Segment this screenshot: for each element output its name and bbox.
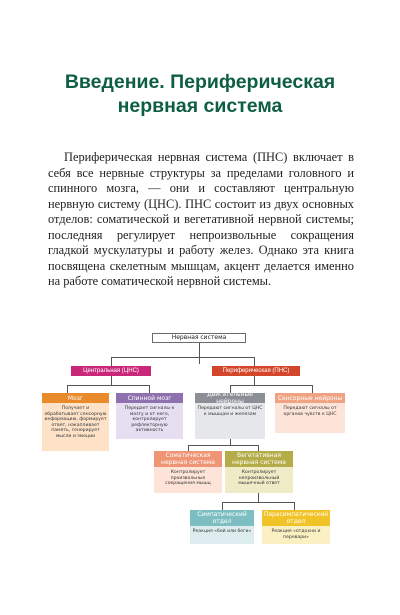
parasympathetic-text: Реакция «отдохни и перевари» (271, 529, 321, 540)
brain-text: Получает и обрабатывает сенсорную информацию, формирует ответ, накапливает память, генерирует мысли и эмоции (44, 406, 107, 439)
connector (67, 385, 68, 393)
autonomic-text: Контролирует непроизвольный мышечный ответ (238, 470, 280, 487)
somatic-card (154, 451, 222, 493)
connector (254, 376, 255, 385)
connector (111, 357, 112, 366)
pns-node: Периферическая (ПНС) (212, 366, 300, 376)
somatic-title: Соматическая нервная система (154, 451, 222, 467)
parasympathetic-card (262, 510, 330, 544)
spinal-cord-text: Передает сигналы к мозгу и от него, контролирует рефлекторную активность (124, 406, 175, 434)
page-title-line-1: Введение. Периферическая (64, 71, 336, 93)
motor-neurons-card (195, 393, 265, 439)
connector (199, 343, 200, 364)
sympathetic-text: Реакция «бей или беги» (192, 529, 252, 534)
connector (312, 385, 313, 393)
body-text (48, 150, 354, 290)
page-title (0, 70, 400, 118)
spinal-cord-title: Спинной мозг (116, 393, 183, 403)
cns-node: Центральная (ЦНС) (71, 366, 151, 376)
brain-card (42, 393, 109, 451)
motor-neurons-text: Передают сигналы от ЦНС к мышцам и железам (197, 406, 263, 417)
nervous-system-node: Нервная система (152, 333, 246, 343)
sensory-neurons-text: Передают сигналы от органов чувств к ЦНС (283, 406, 337, 417)
autonomic-title: Вегетативная нервная система (225, 451, 293, 467)
sensory-neurons-card (275, 393, 345, 433)
page-title-line-2: нервная система (117, 95, 283, 117)
connector (149, 385, 150, 393)
body-paragraph: Периферическая нервная система (ПНС) включает в себя все нервные структуры за пределами головного и спинного мозга, — они и составляют центральную нервную систему (ЦНС). ПНС состоит из двух основных отделов: соматической и вегетативной нервной системы; последняя регулирует непроизвольные сокращения гладкой мускулатуры и работу желез. Однако эта книга посвящена скелетным мышцам, акцент делается именно на работе соматической нервной системы. (48, 150, 354, 288)
spinal-cord-card (116, 393, 183, 439)
connector (111, 357, 254, 358)
connector (188, 445, 258, 446)
parasympathetic-title: Парасимпатический отдел (263, 511, 329, 525)
motor-neurons-title: Двигательные нейроны (195, 393, 265, 403)
sympathetic-title: Симпатический отдел (190, 510, 254, 526)
brain-title: Мозг (42, 393, 109, 403)
sensory-neurons-title: Сенсорные нейроны (275, 393, 345, 403)
nervous-system-diagram (0, 320, 400, 615)
connector (111, 376, 112, 385)
connector (230, 385, 312, 386)
autonomic-card (225, 451, 293, 493)
somatic-text: Контролирует произвольные сокращения мышц (165, 470, 211, 487)
connector (294, 502, 295, 510)
connector (222, 502, 223, 510)
connector (67, 385, 149, 386)
connector (258, 493, 259, 502)
connector (222, 502, 294, 503)
connector (254, 357, 255, 366)
sympathetic-card (190, 510, 254, 544)
